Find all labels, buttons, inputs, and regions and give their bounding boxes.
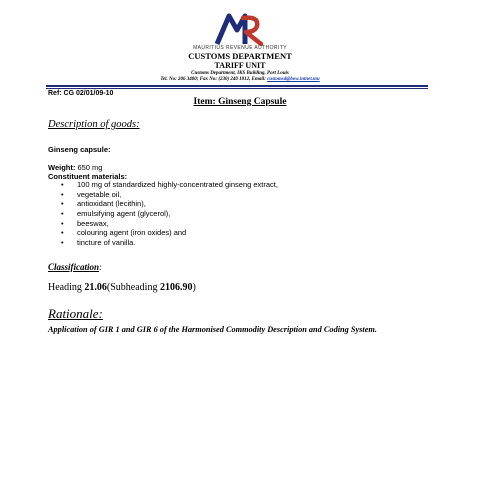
bullet-icon: • (61, 180, 64, 189)
unit-title: TARIFF UNIT (214, 61, 266, 70)
rationale-text: Application of GIR 1 and GIR 6 of the Harmonised Commodity Description and Coding System. (48, 325, 377, 334)
subheading-number: 2106.90 (159, 282, 193, 293)
department-title: CUSTOMS DEPARTMENT (188, 51, 292, 61)
classification-colon: : (99, 262, 103, 272)
material-text: emulsifying agent (glycerol), (77, 209, 171, 219)
list-item (48, 219, 278, 229)
weight-value: 650 mg (77, 163, 103, 172)
material-text: vegetable oil, (77, 189, 122, 199)
list-item (48, 180, 278, 190)
bullet-icon: • (61, 199, 64, 209)
header-divider-thin (46, 88, 428, 89)
list-item (48, 199, 278, 209)
material-text: colouring agent (iron oxides) and (77, 228, 187, 238)
subheading-suffix: ) (192, 282, 196, 293)
rationale-heading: Rationale: (48, 306, 103, 321)
capsule-title: Ginseng capsule: (48, 145, 111, 154)
mra-logo-icon (213, 10, 271, 46)
constituents-label: Constituent materials: (48, 172, 128, 181)
list-item (48, 228, 278, 238)
classification-heading (48, 262, 102, 272)
description-heading: Description of goods: (48, 119, 140, 130)
contact-line (0, 77, 480, 82)
classification-label: Classification (48, 262, 100, 272)
material-text: 100 mg of standardized highly-concentrated ginseng extract, (77, 180, 278, 189)
bullet-icon: • (61, 209, 64, 219)
heading-line (48, 282, 196, 293)
weight-line (48, 163, 102, 172)
address-line: Customs Department, IKS Building, Port Louis (191, 71, 289, 76)
list-item (48, 209, 278, 219)
list-item (48, 238, 278, 248)
materials-list (48, 180, 278, 248)
bullet-icon: • (61, 238, 64, 248)
heading-number: 21.06 (84, 282, 107, 293)
bullet-icon: • (61, 189, 64, 199)
email-link[interactable]: customsd@bow.intnet.mu (267, 77, 320, 82)
material-text: antioxidant (lecithin), (77, 199, 146, 209)
item-title: Item: Ginseng Capsule (193, 97, 287, 107)
material-text: tincture of vanilla. (77, 238, 136, 248)
authority-name: MAURITIUS REVENUE AUTHORITY (193, 45, 287, 51)
header-divider-thick (46, 85, 428, 87)
bullet-icon: • (61, 228, 64, 238)
reference-number: Ref: CG 02/01/09-10 (48, 90, 114, 97)
material-text: beeswax, (77, 218, 109, 228)
weight-label: Weight: (48, 163, 76, 172)
bullet-icon: • (61, 218, 64, 228)
contact-text: Tel. No: 206 3400; Fax No: (230) 240 1012, Email: (160, 77, 266, 82)
list-item (48, 190, 278, 200)
heading-prefix: Heading (48, 282, 85, 293)
subheading-prefix: (Subheading (106, 282, 160, 293)
